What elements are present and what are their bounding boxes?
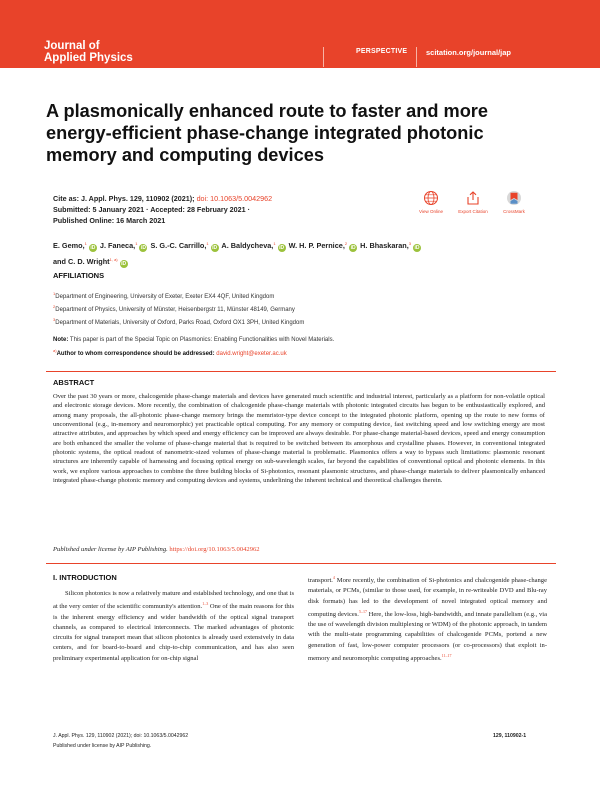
orcid-icon[interactable]: iD [350, 245, 356, 251]
submitted-line: Submitted: 5 January 2021 · Accepted: 28 February 2021 · [53, 205, 251, 214]
journal-name-line2: Applied Physics [44, 52, 133, 64]
intro-right-column: transport.$^4$ More recently, the combination of Si-photonics and chalcogenide phase-change materials, or PCMs, (similar to those used, for example, in re-writeable DVD and Blu-ray disk formats) has led to the development of novel integrated optical memory and computing devices.$^{5-17}$ Here, the low-loss, high-bandwidth, and innate parallelism (e.g., via the use of wavelength division multiplexing or WDM) of the photonic approach, in tandem with the multi-state programming capabilities of chalcogenide PCMs, portend a new generation of fast, low-power computer processors (or co-processors) that exploit in-memory and neuromorphic computing approaches.$^{11-17}$ [308, 575, 547, 663]
author-list [53, 237, 523, 269]
affiliation: $^1$Department of Engineering, University of Exeter, Exeter EX4 4QF, United Kingdom [53, 291, 275, 300]
author[interactable]: J. Faneca,$^1$iD [99, 241, 146, 251]
author[interactable]: H. Bhaskaran,$^3$iD [360, 241, 420, 251]
cite-doi-link[interactable]: doi: 10.1063/5.0042962 [196, 194, 273, 203]
author[interactable]: E. Gemo,$^1$iD [53, 241, 96, 251]
reference-link[interactable]: 11–17 [441, 653, 452, 659]
abstract-heading: ABSTRACT [53, 378, 95, 387]
export-citation-label: Export Citation [458, 209, 488, 214]
article-tools [0, 190, 600, 220]
author[interactable]: W. H. P. Pernice,$^2$iD [288, 241, 356, 251]
author[interactable]: S. G.-C. Carrillo,$^1$iD [150, 241, 218, 251]
journal-link[interactable]: scitation.org/journal/jap [426, 48, 512, 57]
journal-name-line1: Journal of [44, 40, 100, 52]
correspondence-email[interactable]: david.wright@exeter.ac.uk [216, 351, 287, 357]
orcid-icon[interactable]: iD [90, 245, 96, 251]
abstract-text: Over the past 30 years or more, chalcogenide phase-change materials and devices have generated much scientific and industrial interest, particularly as a platform for non-volatile optical and electronic storage devices. More recently, the combination of chalcogenide phase-change materials with photonic integrated circuits has begun to be enthusiastically explored, and among many proposals, the all-photonic phase-change memory brings the memristor-type device concept to the integrated photonic platform, opening up the route to new forms of unconventional (e.g., in-memory and neuromorphic) yet practicable optical computing. For any memory or computing device, fast switching speed and low switching energy are most attractive attributes, and approaches by which speed and energy efficiency can be improved are always desirable. For phase-change material-based devices, speed and energy consumption are both enhanced the smaller the volume of phase-change material that is required to be switched between its amorphous and crystalline phases. However, in conventional integrated photonic systems, the optical readout of nanometric-sized volumes of phase-change material is problematic. Plasmonics offers a way to bypass such limitations: plasmonic resonant structures are inherently capable of harnessing and focusing optical energy on sub-wavelength scales, far beyond the capabilities of conventional optical and photonic elements. In this work, we explore various approaches to combine the three building blocks of Si-photonics, resonant plasmonic structures, and phase-change materials to deliver plasmonically enhanced integrated phase-change photonic memory and computing devices and systems, underlining the inherent technical and theoretical challenges therein. [53, 393, 545, 485]
reference-link[interactable]: 4 [332, 575, 335, 580]
journal-name [44, 40, 164, 64]
cite-label: Cite as: J. Appl. Phys. 129, 110902 (2021); [53, 194, 195, 203]
section-rule [46, 563, 556, 564]
export-citation-button[interactable] [453, 190, 493, 214]
reference-link[interactable]: 5–17 [358, 608, 367, 614]
author[interactable]: and C. D. Wright$^{1, a)}$iD [53, 257, 127, 267]
header-divider [416, 47, 417, 67]
author[interactable]: A. Baldycheva,$^1$iD [221, 241, 285, 251]
published-line: Published Online: 16 March 2021 [53, 216, 166, 225]
license-doi-link[interactable]: https://doi.org/10.1063/5.0042962 [169, 546, 260, 553]
license-line: Published under license by AIP Publishing. https://doi.org/10.1063/5.0042962 [53, 546, 260, 553]
section-label: PERSPECTIVE [356, 48, 408, 55]
export-icon [465, 190, 481, 206]
orcid-icon[interactable]: iD [212, 245, 218, 251]
orcid-icon[interactable]: iD [121, 261, 127, 267]
crossmark-label: CrossMark [503, 209, 525, 214]
view-online-label: View Online [419, 209, 443, 214]
orcid-icon[interactable]: iD [279, 245, 285, 251]
reference-link[interactable]: 1–3 [202, 601, 209, 607]
orcid-icon[interactable]: iD [414, 245, 420, 251]
footer-license: Published under license by AIP Publishing. [53, 743, 152, 749]
page-number: 129, 110902-1 [493, 733, 527, 739]
article-title: A plasmonically enhanced route to faster and more energy-efficient phase-change integrated photonic memory and computing devices [46, 101, 488, 165]
special-topic-note: Note: This paper is part of the Special Topic on Plasmonics: Enabling Functionalities with Novel Materials. [53, 337, 335, 343]
globe-icon [423, 190, 439, 206]
view-online-button[interactable] [411, 190, 451, 214]
affiliations-heading: AFFILIATIONS [53, 271, 105, 280]
crossmark-button[interactable] [494, 190, 534, 214]
affiliation: $^2$Department of Physics, University of Münster, Heisenbergstr 11, Münster 48149, Germany [53, 304, 295, 313]
crossmark-icon [506, 190, 522, 206]
footer-citation: J. Appl. Phys. 129, 110902 (2021); doi: 10.1063/5.0042962 [53, 733, 189, 739]
introduction-heading: I. INTRODUCTION [53, 573, 117, 582]
affiliation: $^3$Department of Materials, University of Oxford, Parks Road, Oxford OX1 3PH, United Kingdom [53, 317, 305, 326]
header-divider [323, 47, 324, 67]
section-rule [46, 371, 556, 372]
correspondence-note: $^{a)}$Author to whom correspondence should be addressed: david.wright@exeter.ac.uk [53, 348, 287, 357]
orcid-icon[interactable]: iD [140, 245, 146, 251]
intro-left-column: Silicon photonics is now a relatively mature and established technology, and one that is at the very center of the scientific community's attention.$^{1-3}$ One of the main reasons for this is the inherent energy efficiency and wider bandwidth of the optical signal transport channels, as compared to electrical interconnects. The marked advantages of photonic circuits for signal transport mean that silicon photonics is already used extensively in data centers, and for board-to-board and chip-to-chip communication, and has also seen preliminary experimental application for on-chip signal [53, 590, 294, 662]
